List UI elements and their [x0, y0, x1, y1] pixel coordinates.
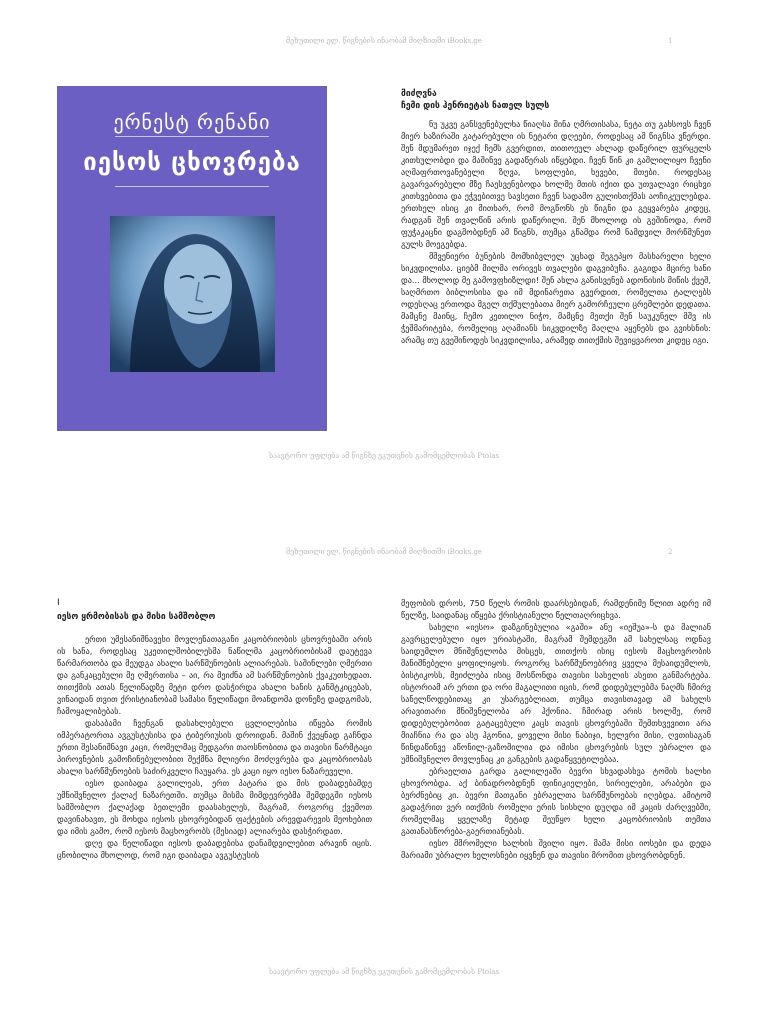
- dedication-paragraph: მშვენიერი ბუნების მომხიბვლელ უცხად შეგეპყო მასხარელი ხელი სიკვდილისა. ციებმ მილმა ორივეს თვალები დაგვიბუჩა. გაგიდა მცირე ხანი და... მხოლოდ მე გამოვფხიზლდი! შენ ახლა განისვენებ ადონისის მიწის ქვეშ, საღმრთო ბიბლოსისა და იმ მდინარეთა გვერდით, რომელთა ტალღებს ოდესღაც ერთოდა მგელ თქმულებათა მიერ გამორჩეული ცრემლები დედათა. მამცნე მაინც, ჩემო კეთილო ნიჭო, მამცნე მეთქი შენ საუკუნელ მშვ ის ჭეშმარიტება, რომელიც აღამიანს სიკვდილზე მაღლა აყენებს და გვიხსნის: არამც თუ გვეშინოდეს სიკვდილისა, არამედ თითქმის შევიყვაროთ კიდეც იგი.: [401, 251, 711, 345]
- jesus-portrait-image: [110, 216, 275, 372]
- chapter-paragraph: ერთი უმესანიშნავესი მოვლენათაგანი კაცობრიობის ცხოვრებაში არის ის ხანა, როდესაც უკეთილშობილესმა ნაწილმა კაცობრიობისამ დაუტევა წარმართობა და მეუდგა ახალი სარწმუნოების ალიარებას. საშინლები ღმერთი და განკაცებული მე ღმერთისა – აი, რა მეიძნა ამ სარწმუნოების ქვაკუთხედათ. თითქმის ათას წელიწადზე მეტი დრო დასჭირდა ახალი ხანის განმტკიცებას, ვინაიდან თვით ქრისტიანობამ სამასი წელიწადი მოანდომა დონეზე დადგომას, ჩამოყალიბებას.: [57, 634, 372, 716]
- cover-title: იესოს ცხოვრება: [83, 148, 301, 176]
- cover-author: ერნესტ რენანი: [113, 110, 271, 134]
- cover-divider: [115, 186, 269, 187]
- page-footer: საავტორო უფლება ამ წიგნზე ეკუთვნის გამომცემლობას Ptolas: [268, 452, 500, 460]
- page-header: მეხუთილი ელ. წიგნების ინაობამ მიღზითში iBooks.ge: [286, 37, 482, 45]
- page-number: 1: [668, 37, 673, 45]
- book-cover: [57, 86, 327, 431]
- chapter-paragraph: მეფობის დროს, 750 წელს რომის დაარსებიდან, რამდენიმე წლით ადრე იმ წელზე, საიდანაც იწყება ქრისტიანული წელთაღრიცხვა.: [401, 598, 711, 620]
- dedication-subtitle: ჩემი დის ჰენრიეტას ნათელ სულს: [401, 101, 550, 111]
- dedication-title: მიძღვნა: [401, 89, 437, 99]
- chapter-paragraph: ებრაელთა გარდა გალილეაში ბევრი სხვადასხვა ტომის ხალხი ცხოვრობდა. აქ ბინადრობდნენ ფინიკიელები, სირიელები, არაბები და ბერძნებიც კი. ბევრი მათგანი ებრაელთა სარწმუნოებას იღებდა. ამიტომ გადაჭრით ვერ ითქმის რომელი ერის სისხლი დუღდა იმ კაცის ძარღვებში, რომელმაც ყველაზე მეტად შეუწყო ხელი კაცობრიობის თემთა გათანასწორება-გაერთიანებას.: [401, 766, 711, 836]
- cover-divider: [115, 136, 269, 137]
- dedication-paragraph: ნუ უკვე განსვენებულხა წიაღსა შინა ღმრთისასა, ნეტა თუ გახსოვს ჩვენ მიერ ხაზირაში გატარებული ის ნეტარი დღეები, როდესაც ამ წიგნსა ვწერდი. შენ მდუმარეთ იჯექ ჩემს გვერდით, თითოეულ ახლად დაწერილ ფურცელს კითხულობდი და მაშინვე გადაწერას იწყებდი. ჩვენ წინ კი გაშლილიყო ჩვენი აღმაფრთოვანებელი ზღვა, სოფლები, ხევები, მთები. როდესაც გავარვარებული მზე ჩაესვენებოდა ხოლმე მთის იქით და უთვალავი რიცხვი კითხვებითა და ეჭვებითვე სავსეთი ჩვენ სადამო გულისთქმას აოჩიკეულებდა. ერთხელ ისიც კი მითხარ, რომ მოგწონს ეს წიგნი და გეყვარება კიდეც, რადგან შენ თვალწინ არის დაწერილი. შენ მხოლოდ ის გეშინოდა, რომ ფუჭაკაცნი დაგმობდნენ ამ წიგნს, თუმცა გწამდა რომ ნამდვილ მორწმუნეთ გულს მოეგებდა.: [401, 119, 711, 249]
- chapter-title: იესო ყრმობისას და მისი სამშობლო: [57, 612, 216, 622]
- page-number: 2: [668, 548, 673, 556]
- page-footer: საავტორო უფლება ამ წიგნზე ეკუთვნის გამომცემლობას Ptolas: [268, 968, 500, 976]
- chapter-paragraph: დასაბამი ჩვენგან დასახლებული ცვლილებისა იწყება რომის იმპერატორთა ავგუსტუსისა და ტიბერიუსის დროიდან. მაშინ ქვეყნად გაჩნდა ერთი შესანიშნავი კაცი, რომელმაც მედგარი თაოსნობითა და თავისი წარმტაცი პიროვნების გამოჩინებულობით შექმნა მლიერი მოძღვრება და კაცობრიობას ახალი სარწმუნოების საძირკველი ჩაუყარა. ეს კაცი იყო იესო ნაზარეველი.: [57, 718, 372, 776]
- chapter-paragraph: დღე და წელიწადი იესოს დაბადებისა დანამდვილებით არავინ იცის. ცნობილია მხოლოდ, რომ იგი დაიბადა ავგუსტუსის: [57, 838, 372, 860]
- chapter-paragraph: იესო მმრომელი ხალხის შვილი იყო. მამა მისი იოსები და დედა მარიამი უბრალო ხელოსნები იყვნენ და თავისი მრომით ცხოვრობდნენ.: [401, 838, 711, 860]
- chapter-left-column: [57, 597, 372, 861]
- chapter-paragraph: იესო დაიბადა გალილეას, ერთ პატარა და მის დაბადებამდე უმნიშვნელო ქალაქ ნაზარეთში. თუმცა მისმა მიმდევრებმა შემდეგში იესოს სამშობლო ქალაქად ბეთლემი დაასახელეს, მაგრამ, როგორც ქვემოთ დავინახავთ, ეს მოხდა იესოს ცხოვრებიდან ფაქტების არევდარევის მეოხებით და იმის გამო, რომ იესოს მაცხოვრობს (მესიად) ალიარება დასჭირდათ.: [57, 778, 372, 836]
- page-header: მეხუთილი ელ. წიგნების ინაობამ მიღზითში iBooks.ge: [286, 548, 482, 556]
- dedication-column: [401, 88, 711, 346]
- chapter-number: I: [57, 598, 60, 608]
- chapter-right-column: [401, 597, 711, 861]
- chapter-paragraph: სახელი «იესო» დაზგინებულია «გაში» ანუ «იეშუა»-ს და მალიან გავრცელებული იყო ურიასტაში, მაგრამ შემდეგში ამ სახელსაც ოდნავ საიდუმლო მნიშვნელობა მისცეს, თითქოს ისიც იესოს მაცხოვრობის მანიშნებელი ყოფილიყოს. როგორც სარწმუნოებრივ ყველა მესაიდუმლოს, ბისტიკოსს, მეიძლება ისიც მოსწონდა თავისი სახელის ასეთი განმარტება. ისტორიამ არ ერთი და ორი მაგალითი იცის, რომ დიდებულებმა ნაღმს ჩმირვ სანელწოდებითაც კი უსარგებლიათ, თუმცა თავისთავად ამ სახელს არავითარი მნიშვნელობა არ ჰქონია. ჩმირად არის ხოლმე, რომ დიდებულებობით გატაცებული კაცს თავის ცხოვრებაში შემთხვევითი არა მიაჩნია რა და ასე ჰგონია, ყოველი მისი ნაბიჯი, ხელვრი მისი, ღვთისაგან წინდაწინვე აწონილ-გაზომილია და იმისი ცხოვრების სულ უბრალო და უმნიშვნელო მოვლენაც კი განგების გადაწყვეტილებაა.: [401, 622, 711, 764]
